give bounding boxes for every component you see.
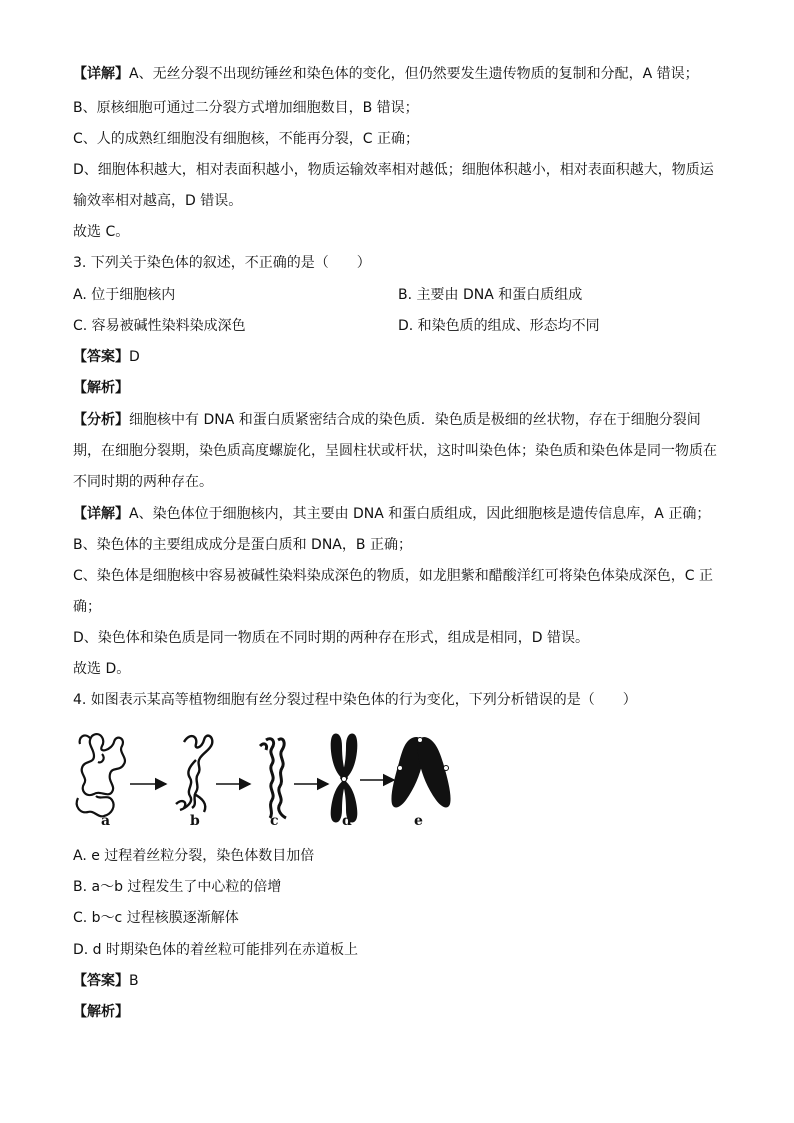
q4-option-c: C. b～c 过程核膜逐渐解体: [73, 910, 239, 926]
chromosome-e-icon: [391, 737, 450, 811]
chromatin-b-icon: [176, 736, 212, 812]
text-line: 期，在细胞分裂期，染色质高度螺旋化，呈圆柱状或杆状，这时叫染色体；染色质和染色体是同一物质在: [73, 443, 717, 459]
text-line: 【详解】A、无丝分裂不出现纺锤丝和染色体的变化，但仍然要发生遗传物质的复制和分配，A 错误；: [73, 66, 699, 82]
q3-option-a: A. 位于细胞核内: [73, 287, 176, 303]
section-tag: 【详解】: [73, 506, 129, 522]
text-line: 故选 C。: [73, 224, 130, 240]
text-line: C、染色体是细胞核中容易被碱性染料染成深色的物质，如龙胆紫和醋酸洋红可将染色体染成深色，C 正: [73, 568, 713, 584]
figure-label-e: e: [414, 813, 423, 829]
text-line: 输效率相对越高，D 错误。: [73, 193, 243, 209]
figure-label-d: d: [342, 813, 352, 829]
chromatin-c-icon: [260, 739, 286, 818]
text-line: D、染色体和染色质是同一物质在不同时期的两种存在形式，组成是相同，D 错误。: [73, 630, 590, 646]
q4-option-b: B. a～b 过程发生了中心粒的倍增: [73, 879, 282, 895]
text-line: B、原核细胞可通过二分裂方式增加细胞数目，B 错误；: [73, 100, 419, 116]
q3-option-b: B. 主要由 DNA 和蛋白质组成: [398, 287, 583, 303]
text-line: 【详解】A、染色体位于细胞核内，其主要由 DNA 和蛋白质组成，因此细胞核是遗传信息库，A 正确；: [73, 506, 711, 522]
text-line: 确；: [73, 599, 101, 615]
text-line: D、细胞体积越大，相对表面积越小，物质运输效率相对越低；细胞体积越小，相对表面积越大，物质运: [73, 162, 714, 178]
text-line: 故选 D。: [73, 661, 131, 677]
q4-analysis-title: 【解析】: [73, 1004, 129, 1020]
q3-analysis-title: 【解析】: [73, 380, 129, 396]
q3-answer: 【答案】D: [73, 349, 140, 365]
figure-label-c: c: [270, 813, 279, 829]
chromatin-a-icon: [77, 734, 125, 816]
figure-label-a: a: [101, 813, 111, 829]
q3-option-d: D. 和染色质的组成、形态均不同: [398, 318, 600, 334]
q3-option-c: C. 容易被碱性染料染成深色: [73, 318, 246, 334]
question-3-stem: 3. 下列关于染色体的叙述，不正确的是（ ）: [73, 255, 371, 271]
section-tag: 【详解】: [73, 66, 129, 82]
figure-label-b: b: [190, 813, 200, 829]
text-line: 不同时期的两种存在。: [73, 474, 213, 490]
section-tag: 【分析】: [73, 412, 129, 428]
q4-option-a: A. e 过程着丝粒分裂，染色体数目加倍: [73, 848, 315, 864]
text-line: B、染色体的主要组成成分是蛋白质和 DNA，B 正确；: [73, 537, 412, 553]
text-line: 【分析】细胞核中有 DNA 和蛋白质紧密结合成的染色质．染色质是极细的丝状物，存在于细胞分裂间: [73, 412, 701, 428]
q4-option-d: D. d 时期染色体的着丝粒可能排列在赤道板上: [73, 942, 359, 958]
q4-answer: 【答案】B: [73, 973, 139, 989]
text-line: C、人的成熟红细胞没有细胞核，不能再分裂，C 正确；: [73, 131, 419, 147]
question-4-stem: 4. 如图表示某高等植物细胞有丝分裂过程中染色体的行为变化，下列分析错误的是（ ）: [73, 692, 637, 708]
chromosome-d-icon: [331, 734, 358, 823]
